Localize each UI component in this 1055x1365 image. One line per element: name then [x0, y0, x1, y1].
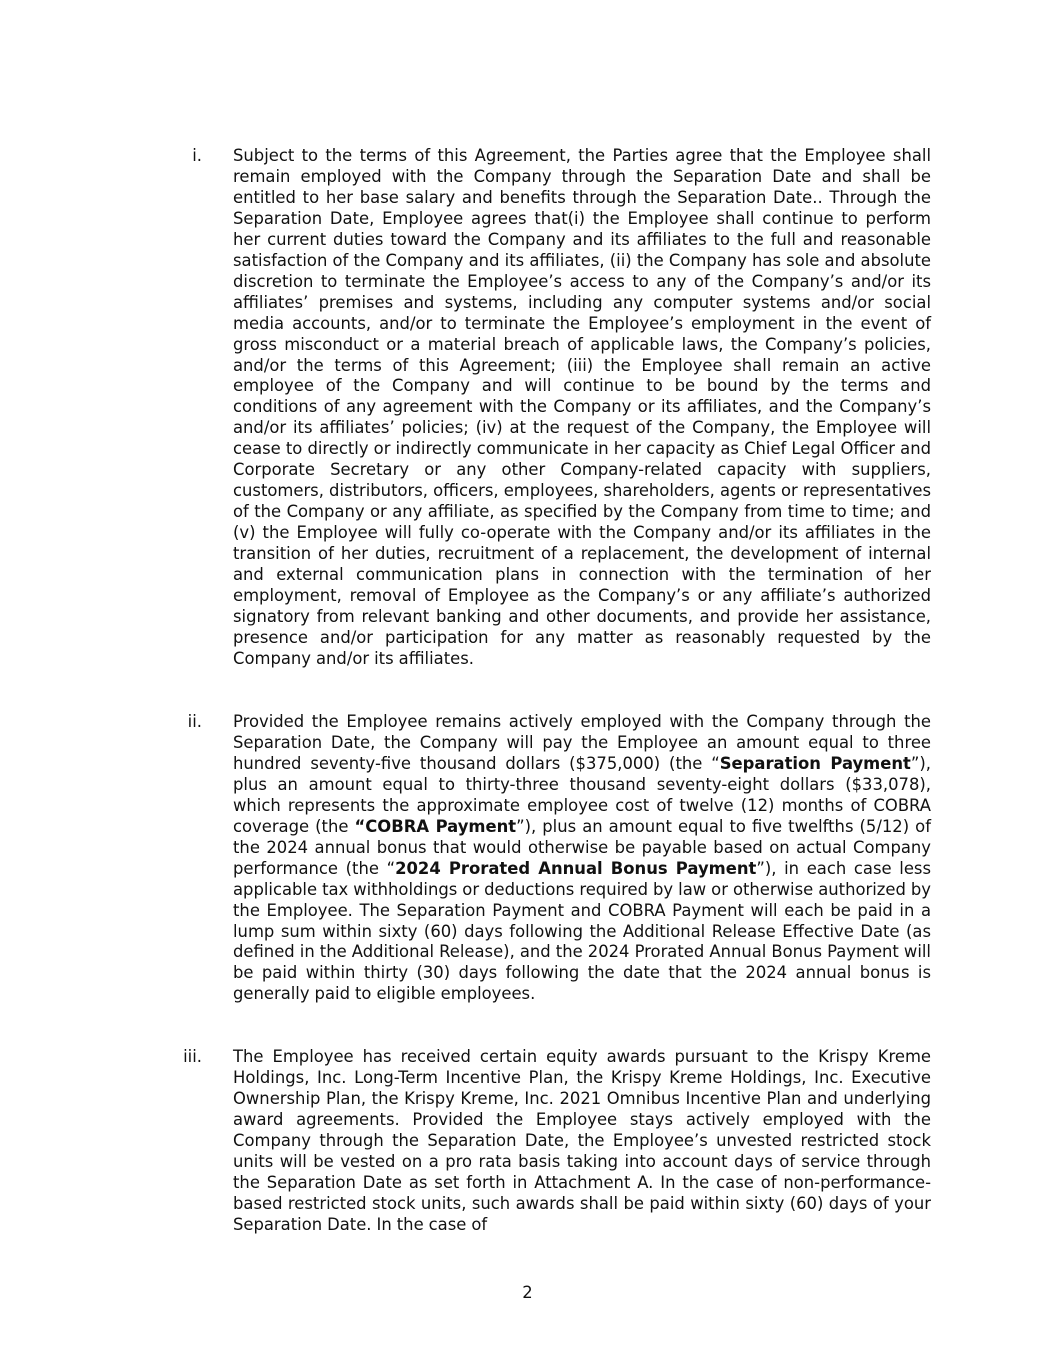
list-item-number: i.	[192, 146, 202, 165]
text-segment: ”), plus an amount equal to five twelfths (5/12) of the 2024 annual bonus that would otherwise be payable based on actual Company performance (the “	[233, 816, 931, 878]
text-segment: Provided the Employee remains actively employed with the Company through the Separation Date, the Company will pay the Employee an amount equal to three hundred seventy-five thousand dollars ($375,000) (the “	[233, 712, 931, 773]
defined-term: “COBRA Payment	[354, 816, 517, 836]
list-item-text	[233, 1047, 931, 1236]
text-segment: ”), in each case less applicable tax withholdings or deductions required by law or otherwise authorized by the Employee. The Separation Payment and COBRA Payment will each be paid in a lump sum within sixty (60) days following the Additional Release Effective Date (as defined in the Additional Release), and the 2024 Prorated Annual Bonus Payment will be paid within thirty (30) days following the date that the 2024 annual bonus is generally paid to eligible employees.	[233, 858, 931, 1004]
text-segment: ”), plus an amount equal to thirty-three thousand seventy-eight dollars ($33,078), which represents the approximate employee cost of twelve (12) months of COBRA coverage (the	[233, 753, 931, 836]
list-item-text	[233, 146, 931, 670]
page-number: 2	[522, 1283, 533, 1302]
defined-term: Separation Payment	[719, 753, 911, 773]
list-item-text	[233, 712, 931, 1005]
list-item-number: ii.	[187, 712, 202, 731]
text-segment: The Employee has received certain equity awards pursuant to the Krispy Kreme Holdings, Inc. Long-Term Incentive Plan, the Krispy Kreme Holdings, Inc. Executive Ownership Plan, the Krispy Kreme, Inc. 2021 Omnibus Incentive Plan and underlying award agreements. Provided the Employee stays actively employed with the Company through the Separation Date, the Employee’s unvested restricted stock units will be vested on a pro rata basis taking into account days of service through the Separation Date as set forth in Attachment A. In the case of non-performance-based restricted stock units, such awards shall be paid within sixty (60) days of your Separation Date. In the case of	[233, 1047, 931, 1234]
defined-term: 2024 Prorated Annual Bonus Payment	[395, 858, 757, 878]
list-item-number: iii.	[183, 1047, 202, 1066]
text-segment: Subject to the terms of this Agreement, the Parties agree that the Employee shall remain employed with the Company through the Separation Date and shall be entitled to her base salary and benefits through the Separation Date.. Through the Separation Date, Employee agrees that(i) the Employee shall continue to perform her current duties toward the Company and its affiliates to the full and reasonable satisfaction of the Company and its affiliates, (ii) the Company has sole and absolute discretion to terminate the Employee’s access to any of the Company’s and/or its affiliates’ premises and systems, including any computer systems and/or social media accounts, and/or to terminate the Employee’s employment in the event of gross misconduct or a material breach of applicable laws, the Company’s policies, and/or the terms of this Agreement; (iii) the Employee shall remain an active employee of the Company and will continue to be bound by the terms and conditions of any agreement with the Company or its affiliates, and the Company’s and/or its affiliates’ policies; (iv) at the request of the Company, the Employee will cease to directly or indirectly communicate in her capacity as Chief Legal Officer and Corporate Secretary or any other Company-related capacity with suppliers, customers, distributors, officers, employees, shareholders, agents or representatives of the Company or any affiliate, as specified by the Company from time to time; and (v) the Employee will fully co-operate with the Company and/or its affiliates in the transition of her duties, recruitment of a replacement, the development of internal and external communication plans in connection with the termination of her employment, removal of Employee as the Company’s or any affiliate’s authorized signatory from relevant banking and other documents, and provide her assistance, presence and/or participation for any matter as reasonably requested by the Company and/or its affiliates.	[233, 146, 931, 668]
